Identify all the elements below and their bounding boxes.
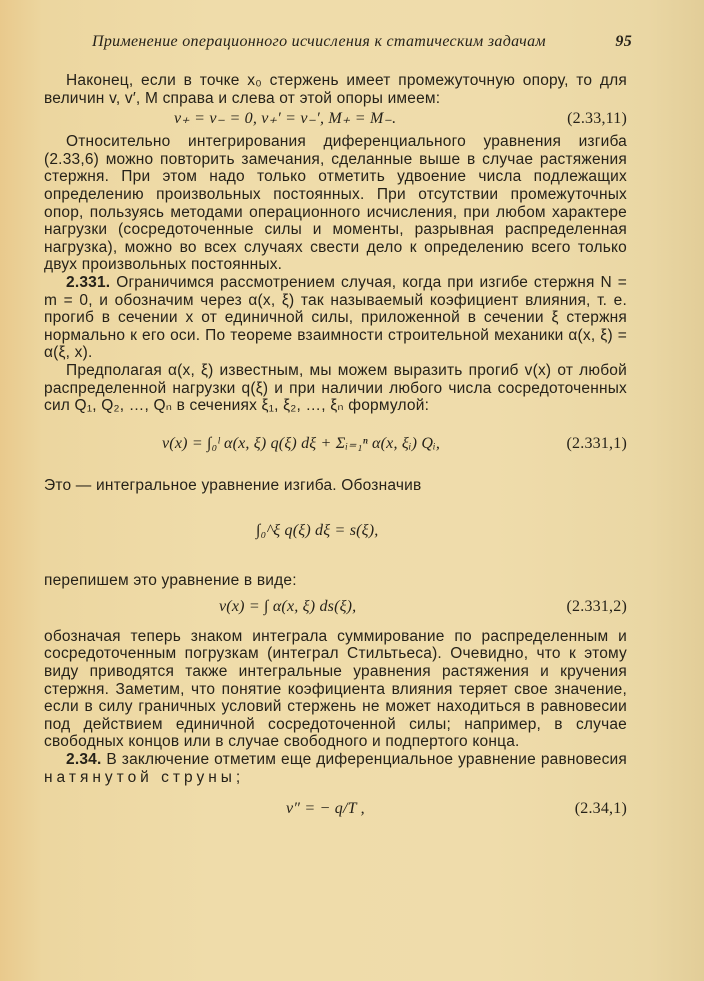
paragraph-2-331 — [44, 274, 627, 362]
equation-body: v₊ = v₋ = 0, v₊′ = v₋′, M₊ = M₋. — [174, 110, 397, 128]
running-header — [92, 33, 632, 51]
paragraph-text: В заключение отметим еще диференциальное уравнение равновесия — [106, 751, 627, 769]
equation-2-331-2 — [44, 592, 627, 626]
paragraph-deflection: Предполагая α(x, ξ) известным, мы можем выразить прогиб v(x) от любой распределенной нагрузки q(ξ) и при наличии любого числа сосредоточенных сил Q₁, Q₂, …, Qₙ в сечениях ξ₁, ξ₂, …, ξₙ формулой: — [44, 361, 627, 415]
spaced-emphasis: натянутой струны — [44, 768, 236, 786]
equation-2-331-1 — [44, 417, 627, 475]
equation-body: ∫₀^ξ q(ξ) dξ = s(ξ), — [256, 522, 379, 540]
section-number: 2.34. — [66, 751, 102, 769]
running-title: Применение операционного исчисления к статическим задачам — [92, 33, 546, 50]
paragraph-integral-equation: Это — интегральное уравнение изгиба. Обозначив — [44, 476, 422, 494]
page-body — [44, 72, 627, 830]
paragraph-integration-remarks: Относительно интегрирования диференциального уравнения изгиба (2.33,6) можно повторить замечания, сделанные выше в случае растяжения стержня. При этом надо только отметить удвоение числа подлежащих определению произвольных постоянных. При отсутствии промежуточных опор, пользуясь методами операционного исчисления, при любом характере нагрузки (сосредоточенные силы и моменты, разрывная распределенная нагрузка), можно во всех случаях свести дело к определению всего только двух произвольных постоянных. — [44, 133, 627, 274]
equation-number: (2.34,1) — [574, 800, 627, 818]
section-number: 2.331. — [66, 273, 111, 291]
equation-2-33-11 — [44, 109, 627, 131]
equation-body: v″ = − q/T , — [286, 800, 365, 818]
equation-body: v(x) = ∫ α(x, ξ) ds(ξ), — [219, 597, 357, 615]
paragraph-stieltjes: обозначая теперь знаком интеграла суммирование по распределенным и сосредоточенным погрузкам (интеграл Стильтьеса). Очевидно, что к этому виду приводятся также интегральные уравнения растяжения и кручения стержня. Заметим, что понятие коэфициента влияния теряет свое значение, если в силу граничных условий стержень не может находиться в равновесии под действием единичной сосредоточенной силы; например, в случае свободных концов или в случае свободного и подпертого конца. — [44, 627, 627, 751]
punctuation: ; — [235, 768, 241, 786]
equation-number: (2.33,11) — [567, 110, 627, 128]
equation-number: (2.331,2) — [566, 597, 627, 615]
paragraph-2-34 — [44, 751, 627, 786]
equation-body: v(x) = ∫₀ˡ α(x, ξ) q(ξ) dξ + Σᵢ₌₁ⁿ α(x, ξᵢ) Qᵢ, — [162, 434, 441, 452]
equation-s-definition — [44, 496, 627, 570]
paragraph-text: Ограничимся рассмотрением случая, когда при изгибе стержня N = m = 0, и обозначим через α(x, ξ) так называемый коэфициент влияния, т. е. прогиб в сечении x от единичной силы, приложенной в сечении ξ стержня нормально к его оси. По теореме взаимности строительной механики α(x, ξ) = α(ξ, x). — [44, 273, 627, 362]
equation-number: (2.331,1) — [566, 434, 627, 452]
paragraph-intermediate-support: Наконец, если в точке x₀ стержень имеет промежуточную опору, то для величин v, v′, M справа и слева от этой опоры имеем: — [44, 72, 627, 107]
paragraph-rewrite: перепишем это уравнение в виде: — [44, 572, 297, 590]
page-number: 95 — [615, 33, 632, 50]
equation-2-34-1 — [44, 788, 627, 828]
